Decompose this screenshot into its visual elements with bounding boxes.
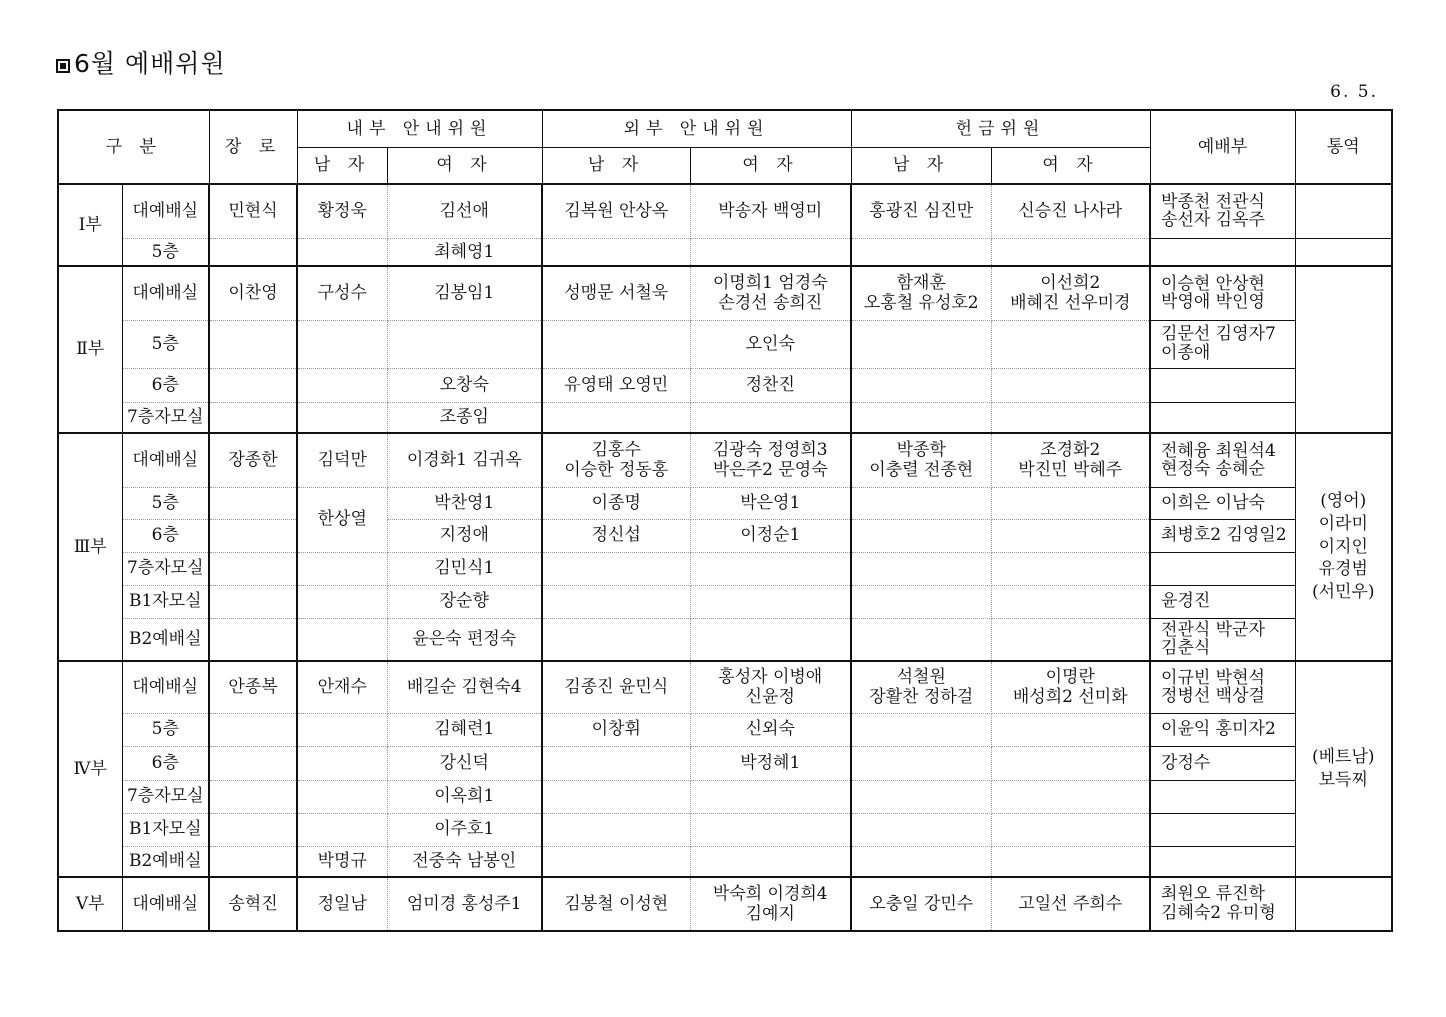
room-cell: 5층 — [122, 713, 209, 746]
jangro-cell — [209, 519, 297, 552]
out-male-cell — [542, 320, 690, 368]
yebaebu-cell — [1150, 238, 1295, 266]
yebaebu-cell — [1150, 402, 1295, 433]
out-male-cell — [542, 813, 690, 846]
tongyeok-cell — [1295, 877, 1392, 931]
cell-line: 오홍철 유성호2 — [863, 293, 979, 314]
offering-female-cell — [991, 713, 1150, 746]
out-male-cell: 이창휘 — [542, 713, 690, 746]
offering-female-cell — [991, 661, 1150, 713]
cell-line: (베트남) — [1312, 747, 1375, 768]
in-male-cell: 박명규 — [297, 846, 387, 877]
table-row — [58, 661, 1392, 713]
room-cell: 7층자모실 — [122, 780, 209, 813]
table-row — [58, 552, 1392, 585]
yebaebu-cell — [1150, 661, 1295, 713]
in-male-cell: 정일남 — [297, 877, 387, 931]
header-male: 남 자 — [542, 147, 690, 184]
cell-line: 석철원 — [896, 666, 946, 687]
header-external: 외부 안내위원 — [542, 110, 851, 147]
table-row — [58, 402, 1392, 433]
jangro-cell: 장종한 — [209, 433, 297, 487]
offering-male-cell — [851, 433, 991, 487]
cell-line: 이명란 — [1045, 666, 1095, 687]
jangro-cell — [209, 487, 297, 519]
tongyeok-cell — [1295, 184, 1392, 238]
cell-line: 배혜진 선우미경 — [1010, 293, 1131, 314]
room-cell: 6층 — [122, 368, 209, 402]
out-male-cell — [542, 552, 690, 585]
offering-female-cell — [991, 519, 1150, 552]
cell-line: 함재훈 — [896, 272, 946, 293]
offering-male-cell — [851, 713, 991, 746]
jangro-cell — [209, 746, 297, 780]
offering-male-cell — [851, 780, 991, 813]
offering-female-cell — [991, 846, 1150, 877]
out-female-cell — [690, 585, 851, 618]
room-cell: B1자모실 — [122, 585, 209, 618]
jangro-cell: 안종복 — [209, 661, 297, 713]
table-row — [58, 713, 1392, 746]
cell-line: 조경화2 — [1040, 439, 1101, 460]
out-female-cell — [690, 266, 851, 320]
in-female-cell: 이옥희1 — [387, 780, 542, 813]
offering-male-cell — [851, 320, 991, 368]
in-female-cell: 박찬영1 — [387, 487, 542, 519]
header-male: 남 자 — [297, 147, 387, 184]
in-male-cell: 안재수 — [297, 661, 387, 713]
out-male-cell: 유영태 오영민 — [542, 368, 690, 402]
yebaebu-cell: 이윤익 홍미자2 — [1150, 713, 1295, 746]
yebaebu-cell — [1150, 846, 1295, 877]
jangro-cell — [209, 238, 297, 266]
cell-line: 이라미 — [1318, 513, 1368, 534]
cell-line: 보득찌 — [1318, 770, 1368, 790]
room-cell: 대예배실 — [122, 433, 209, 487]
offering-female-cell — [991, 320, 1150, 368]
square-bullet-icon — [56, 59, 70, 73]
offering-male-cell: 오충일 강민수 — [851, 877, 991, 931]
cell-line: 이규빈 박현석 — [1161, 667, 1265, 688]
cell-line: 김혜숙2 유미형 — [1161, 903, 1276, 923]
cell-line: 이지인 — [1318, 536, 1368, 557]
tongyeok-cell — [1295, 238, 1392, 266]
out-male-cell — [542, 238, 690, 266]
in-female-cell: 오창숙 — [387, 368, 542, 402]
jangro-cell — [209, 846, 297, 877]
in-male-cell — [297, 320, 387, 368]
in-female-cell — [387, 320, 542, 368]
table-row — [58, 519, 1392, 552]
table-row — [58, 585, 1392, 618]
jangro-cell — [209, 780, 297, 813]
yebaebu-cell — [1150, 320, 1295, 368]
header-internal: 내부 안내위원 — [297, 110, 542, 147]
offering-female-cell: 신승진 나사라 — [991, 184, 1150, 238]
in-male-cell: 김덕만 — [297, 433, 387, 487]
cell-line: 최원오 류진학 — [1161, 884, 1265, 905]
out-male-cell: 김종진 윤민식 — [542, 661, 690, 713]
offering-female-cell — [991, 618, 1150, 661]
room-cell: B2예배실 — [122, 618, 209, 661]
cell-line: 김홍수 — [591, 439, 641, 460]
in-male-cell — [297, 813, 387, 846]
header-female: 여 자 — [991, 147, 1150, 184]
header-offering: 헌금위원 — [851, 110, 1150, 147]
out-male-cell: 이종명 — [542, 487, 690, 519]
offering-male-cell — [851, 402, 991, 433]
section-label: Ⅲ부 — [58, 433, 122, 661]
worship-committee-table — [57, 109, 1393, 932]
out-male-cell — [542, 780, 690, 813]
offering-female-cell — [991, 433, 1150, 487]
header-female: 여 자 — [690, 147, 851, 184]
cell-line: 이명희1 엄경숙 — [712, 272, 828, 293]
table-row — [58, 184, 1392, 238]
jangro-cell — [209, 320, 297, 368]
out-female-cell — [690, 877, 851, 931]
out-female-cell: 정찬진 — [690, 368, 851, 402]
cell-line: 박숙희 이경희4 — [712, 883, 828, 904]
cell-line: 이승현 안상현 — [1161, 273, 1265, 294]
yebaebu-cell — [1150, 368, 1295, 402]
in-male-cell: 황정욱 — [297, 184, 387, 238]
out-female-cell — [690, 813, 851, 846]
yebaebu-cell: 윤경진 — [1150, 585, 1295, 618]
out-female-cell: 오인숙 — [690, 320, 851, 368]
out-female-cell: 박정혜1 — [690, 746, 851, 780]
out-male-cell: 김복원 안상옥 — [542, 184, 690, 238]
jangro-cell — [209, 552, 297, 585]
header-yebaebu: 예배부 — [1150, 110, 1295, 184]
offering-male-cell — [851, 368, 991, 402]
in-female-cell: 김선애 — [387, 184, 542, 238]
cell-line: 신윤정 — [745, 687, 795, 708]
cell-line: 김춘식 — [1161, 638, 1211, 659]
in-female-cell: 배길순 김현숙4 — [387, 661, 542, 713]
out-female-cell — [690, 433, 851, 487]
jangro-cell: 이찬영 — [209, 266, 297, 320]
offering-female-cell — [991, 813, 1150, 846]
section-label: Ⅳ부 — [58, 661, 122, 877]
yebaebu-cell — [1150, 184, 1295, 238]
in-female-cell: 김민식1 — [387, 552, 542, 585]
room-cell: 5층 — [122, 487, 209, 519]
in-male-cell — [297, 238, 387, 266]
table-row — [58, 238, 1392, 266]
room-cell: 6층 — [122, 746, 209, 780]
cell-line: (영어) — [1320, 490, 1367, 511]
cell-line: 전관식 박군자 — [1161, 619, 1265, 640]
yebaebu-cell: 강정수 — [1150, 746, 1295, 780]
table-row — [58, 846, 1392, 877]
offering-female-cell — [991, 402, 1150, 433]
in-female-cell: 윤은숙 편정숙 — [387, 618, 542, 661]
in-male-cell — [297, 780, 387, 813]
in-male-cell — [297, 746, 387, 780]
room-cell: 대예배실 — [122, 877, 209, 931]
room-cell: 7층자모실 — [122, 552, 209, 585]
offering-male-cell — [851, 552, 991, 585]
offering-female-cell — [991, 487, 1150, 519]
tongyeok-cell — [1295, 266, 1392, 433]
out-male-cell: 김봉철 이성현 — [542, 877, 690, 931]
in-male-cell — [297, 585, 387, 618]
cell-line: 홍성자 이병애 — [718, 666, 823, 687]
room-cell: 대예배실 — [122, 661, 209, 713]
in-female-cell: 조종임 — [387, 402, 542, 433]
out-female-cell — [690, 552, 851, 585]
cell-line: 이충렬 전종현 — [869, 460, 974, 481]
out-female-cell: 박송자 백영미 — [690, 184, 851, 238]
cell-line: 현정숙 송혜순 — [1161, 459, 1265, 480]
section-label: Ⅴ부 — [58, 877, 122, 931]
jangro-cell — [209, 368, 297, 402]
table-row — [58, 433, 1392, 487]
table-row — [58, 746, 1392, 780]
table-row — [58, 813, 1392, 846]
header-jangro: 장 로 — [209, 110, 297, 184]
room-cell: 7층자모실 — [122, 402, 209, 433]
in-female-cell: 강신덕 — [387, 746, 542, 780]
cell-line: 송선자 김옥주 — [1161, 210, 1265, 231]
out-male-cell — [542, 746, 690, 780]
in-female-cell: 장순향 — [387, 585, 542, 618]
out-female-cell — [690, 661, 851, 713]
yebaebu-cell — [1150, 433, 1295, 487]
out-female-cell — [690, 238, 851, 266]
offering-male-cell: 홍광진 심진만 — [851, 184, 991, 238]
jangro-cell — [209, 813, 297, 846]
cell-line: (서민우) — [1312, 582, 1375, 603]
yebaebu-cell: 이희은 이남숙 — [1150, 487, 1295, 519]
in-female-cell: 전중숙 남봉인 — [387, 846, 542, 877]
cell-line: 이승한 정동홍 — [564, 460, 669, 481]
cell-line: 김예지 — [745, 904, 795, 924]
table-row — [58, 780, 1392, 813]
cell-line: 정병선 백상걸 — [1161, 686, 1265, 707]
out-female-cell: 신외숙 — [690, 713, 851, 746]
jangro-cell: 민현식 — [209, 184, 297, 238]
yebaebu-cell — [1150, 552, 1295, 585]
in-male-cell — [297, 713, 387, 746]
out-male-cell: 성맹문 서철욱 — [542, 266, 690, 320]
yebaebu-cell — [1150, 813, 1295, 846]
in-male-cell: 구성수 — [297, 266, 387, 320]
header-male: 남 자 — [851, 147, 991, 184]
out-male-cell — [542, 585, 690, 618]
in-female-cell: 김혜련1 — [387, 713, 542, 746]
cell-line: 박은주2 문영숙 — [712, 460, 828, 481]
out-male-cell: 정신섭 — [542, 519, 690, 552]
offering-female-cell — [991, 585, 1150, 618]
cell-line: 이선희2 — [1040, 272, 1101, 293]
jangro-cell — [209, 402, 297, 433]
table-row — [58, 487, 1392, 519]
jangro-cell — [209, 618, 297, 661]
offering-male-cell — [851, 618, 991, 661]
out-male-cell — [542, 618, 690, 661]
cell-line: 박영애 박인영 — [1161, 292, 1265, 313]
offering-male-cell — [851, 266, 991, 320]
header-gubun: 구 분 — [58, 110, 209, 184]
cell-line: 유경범 — [1318, 559, 1368, 580]
in-female-cell: 최혜영1 — [387, 238, 542, 266]
offering-female-cell — [991, 238, 1150, 266]
cell-line: 김광숙 정영희3 — [712, 439, 828, 460]
offering-male-cell — [851, 487, 991, 519]
table-row — [58, 266, 1392, 320]
in-male-cell — [297, 552, 387, 585]
title-text: 6월 예배위원 — [74, 49, 226, 78]
out-female-cell — [690, 846, 851, 877]
out-male-cell — [542, 846, 690, 877]
header-tongyeok: 통역 — [1295, 110, 1392, 184]
offering-female-cell: 고일선 주희수 — [991, 877, 1150, 931]
in-male-cell: 한상열 — [297, 487, 387, 552]
out-female-cell — [690, 618, 851, 661]
in-female-cell: 지정애 — [387, 519, 542, 552]
out-male-cell — [542, 433, 690, 487]
in-female-cell: 이경화1 김귀옥 — [387, 433, 542, 487]
room-cell: 대예배실 — [122, 266, 209, 320]
room-cell: 6층 — [122, 519, 209, 552]
cell-line: 이종애 — [1161, 343, 1211, 363]
in-male-cell — [297, 368, 387, 402]
room-cell: 대예배실 — [122, 184, 209, 238]
offering-female-cell — [991, 368, 1150, 402]
cell-line: 전혜융 최원석4 — [1161, 440, 1276, 461]
in-female-cell: 김봉임1 — [387, 266, 542, 320]
room-cell: B2예배실 — [122, 846, 209, 877]
offering-male-cell — [851, 846, 991, 877]
out-female-cell — [690, 780, 851, 813]
offering-male-cell — [851, 585, 991, 618]
in-male-cell — [297, 618, 387, 661]
offering-male-cell — [851, 519, 991, 552]
out-female-cell — [690, 402, 851, 433]
offering-male-cell — [851, 813, 991, 846]
offering-male-cell — [851, 661, 991, 713]
cell-line: 배성희2 선미화 — [1012, 687, 1128, 708]
jangro-cell: 송혁진 — [209, 877, 297, 931]
yebaebu-cell — [1150, 780, 1295, 813]
in-female-cell: 이주호1 — [387, 813, 542, 846]
in-male-cell — [297, 402, 387, 433]
room-cell: B1자모실 — [122, 813, 209, 846]
table-row — [58, 877, 1392, 931]
offering-female-cell — [991, 266, 1150, 320]
offering-female-cell — [991, 746, 1150, 780]
table-row — [58, 368, 1392, 402]
cell-line: 박종학 — [896, 439, 946, 460]
date-label: 6. 5. — [1330, 82, 1378, 102]
cell-line: 박진민 박혜주 — [1018, 460, 1123, 481]
jangro-cell — [209, 713, 297, 746]
room-cell: 5층 — [122, 320, 209, 368]
out-male-cell — [542, 402, 690, 433]
cell-line: 장활찬 정하걸 — [869, 687, 974, 708]
offering-male-cell — [851, 238, 991, 266]
section-label: Ⅰ부 — [58, 184, 122, 266]
yebaebu-cell: 최병호2 김영일2 — [1150, 519, 1295, 552]
room-cell: 5층 — [122, 238, 209, 266]
yebaebu-cell — [1150, 877, 1295, 931]
offering-female-cell — [991, 552, 1150, 585]
section-label: Ⅱ부 — [58, 266, 122, 433]
out-female-cell: 박은영1 — [690, 487, 851, 519]
cell-line: 박종천 전관식 — [1161, 191, 1265, 212]
yebaebu-cell — [1150, 266, 1295, 320]
page-title — [56, 44, 226, 80]
cell-line: 손경선 송희진 — [718, 293, 823, 314]
table-row — [58, 618, 1392, 661]
header-female: 여 자 — [387, 147, 542, 184]
in-female-cell: 엄미경 홍성주1 — [387, 877, 542, 931]
yebaebu-cell — [1150, 618, 1295, 661]
out-female-cell: 이정순1 — [690, 519, 851, 552]
cell-line: 김문선 김영자7 — [1161, 324, 1276, 345]
table-row — [58, 320, 1392, 368]
jangro-cell — [209, 585, 297, 618]
tongyeok-vietnamese — [1295, 661, 1392, 877]
offering-female-cell — [991, 780, 1150, 813]
tongyeok-english — [1295, 433, 1392, 661]
offering-male-cell — [851, 746, 991, 780]
